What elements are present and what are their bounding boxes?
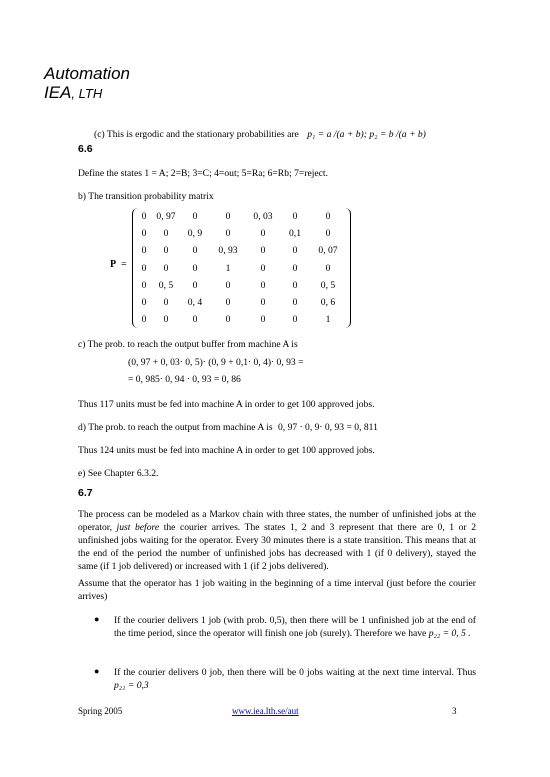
part-c-text: (c) This is ergodic and the stationary probabilities are	[94, 129, 299, 140]
matrix-cell: 0	[163, 245, 169, 257]
matrix-cell: 0	[260, 262, 266, 274]
bullet-2-equation: p₂₁ = 0,3	[114, 680, 149, 691]
para1-part-a: The process can be modeled as a Markov chain with three states, the number of unfinished jobs at the operator,	[78, 509, 476, 533]
transition-matrix	[110, 206, 360, 331]
bullet-point: ●	[94, 666, 100, 676]
matrix-cell: 0, 03	[253, 211, 273, 223]
bullet-1-equation: p₂₂ = 0, 5 .	[428, 628, 471, 639]
section-heading-6-6: 6.6	[78, 143, 93, 155]
matrix-cell: 0	[163, 297, 169, 309]
matrix-row	[136, 260, 346, 277]
matrix-cell: 0	[163, 228, 169, 240]
matrix-cell: 1	[225, 262, 231, 274]
header-org-name: IEA	[44, 83, 72, 102]
matrix-cell: 0	[292, 297, 298, 309]
matrix-table	[136, 208, 346, 328]
matrix-row	[136, 208, 346, 225]
matrix-cell: 0	[325, 211, 331, 223]
matrix-cell: 0	[192, 211, 198, 223]
matrix-cell: 0	[225, 228, 231, 240]
para1-emphasis: just before	[116, 522, 160, 533]
matrix-cell: 0	[141, 262, 147, 274]
matrix-cell: 0,1	[289, 228, 301, 240]
matrix-cell: 0, 5	[320, 279, 336, 291]
matrix-cell: 0	[163, 262, 169, 274]
section-67-paragraph-2: Assume that the operator has 1 job waiting in the beginning of a time interval (just before the courier arrives)	[78, 578, 476, 602]
matrix-row	[136, 242, 346, 259]
matrix-cell: 0	[292, 314, 298, 326]
footer-date: Spring 2005	[78, 706, 123, 716]
part-c-stationary	[94, 128, 494, 141]
matrix-cell: 0	[260, 297, 266, 309]
bullet-1-text: If the courier delivers 1 job (with prob. 0,5), then there will be 1 unfinished job at the end of the time period, since the operator will finish one job (surely). Therefore we have	[114, 615, 476, 639]
part-c-result: Thus 117 units must be fed into machine A in order to get 100 approved jobs.	[78, 399, 375, 410]
part-c-equation-2: = 0, 985⋅ 0, 94 ⋅ 0, 93 = 0, 86	[128, 374, 241, 385]
matrix-cell: 0	[163, 314, 169, 326]
matrix-cell: 0, 6	[320, 297, 336, 309]
bullet-item-2	[114, 666, 476, 692]
matrix-cell: 0	[141, 211, 147, 223]
matrix-cell: 0	[225, 211, 231, 223]
matrix-cell: 0, 5	[158, 279, 174, 291]
header-org	[44, 83, 130, 103]
matrix-cell: 0	[141, 314, 147, 326]
bullet-2-text: If the courier delivers 0 job, then there will be 0 jobs waiting at the next time interval. Thus	[114, 667, 476, 678]
matrix-cell: 1	[325, 314, 331, 326]
matrix-cell: 0, 4	[187, 297, 203, 309]
matrix-cell: 0	[260, 279, 266, 291]
section-heading-6-7: 6.7	[78, 487, 93, 499]
matrix-cell: 0	[260, 245, 266, 257]
define-states: Define the states 1 = A; 2=B; 3=C; 4=out; 5=Ra; 6=Rb; 7=reject.	[78, 168, 328, 179]
matrix-cell: 0	[325, 262, 331, 274]
matrix-cell: 0, 07	[318, 245, 338, 257]
bullet-point: ●	[94, 614, 100, 624]
matrix-cell: 0	[225, 297, 231, 309]
matrix-cell: 0	[141, 228, 147, 240]
matrix-cell: 0	[292, 262, 298, 274]
matrix-cell: 0	[225, 314, 231, 326]
matrix-cell: 0	[292, 245, 298, 257]
matrix-cell: 0	[225, 279, 231, 291]
matrix-cell: 0	[192, 262, 198, 274]
document-header	[44, 64, 130, 103]
matrix-cell: 0	[141, 297, 147, 309]
bullet-item-1	[114, 614, 476, 640]
matrix-equals: =	[121, 259, 127, 270]
matrix-cell: 0	[292, 211, 298, 223]
matrix-cell: 0	[292, 279, 298, 291]
matrix-cell: 0	[141, 279, 147, 291]
matrix-cell: 0, 97	[156, 211, 176, 223]
part-d-result: Thus 124 units must be fed into machine A in order to get 100 approved jobs.	[78, 445, 375, 456]
part-c-text-66: c) The prob. to reach the output buffer from machine A is	[78, 339, 298, 350]
header-title: Automation	[44, 64, 130, 83]
matrix-cell: 0	[192, 245, 198, 257]
part-d	[78, 421, 498, 434]
matrix-cell: 0	[260, 228, 266, 240]
matrix-row	[136, 277, 346, 294]
stationary-formula: p₁ = a /(a + b); p₂ = b /(a + b)	[307, 129, 426, 140]
matrix-cell: 0	[260, 314, 266, 326]
section-67-paragraph-1	[78, 508, 476, 573]
matrix-cell: 0	[192, 314, 198, 326]
matrix-cell: 0, 9	[187, 228, 203, 240]
part-c-equation-1: (0, 97 + 0, 03⋅ 0, 5)⋅ (0, 9 + 0,1⋅ 0, 4)⋅ 0, 93 =	[128, 357, 304, 368]
para1-part-b: the courier arrives. The states 1, 2 and 3 represent that there are 0, 1 or 2 unfinished jobs waiting for the operator. Every 30 minutes there is a state transition. This means that at the end of the period the number of unfinished jobs has decreased with 1 (if 0 delivery), stayed the same (if 1 job delivered) or increased with 1 (if 2 jobs delivered).	[78, 522, 476, 572]
part-b-label: b) The transition probability matrix	[78, 191, 214, 202]
footer-link-wrap	[232, 706, 299, 716]
footer-link[interactable]: www.iea.lth.se/aut	[232, 706, 299, 716]
part-d-text: d) The prob. to reach the output from machine A is	[78, 422, 273, 433]
matrix-row	[136, 294, 346, 311]
matrix-symbol: P	[110, 259, 117, 270]
part-e: e) See Chapter 6.3.2.	[78, 468, 159, 479]
matrix-cell: 0	[141, 245, 147, 257]
part-d-equation: 0, 97 ⋅ 0, 9⋅ 0, 93 = 0, 811	[278, 422, 378, 433]
matrix-cell: 0	[325, 228, 331, 240]
footer-page-number: 3	[452, 706, 457, 716]
matrix-cell: 0	[192, 279, 198, 291]
matrix-cell: 0, 93	[218, 245, 238, 257]
matrix-row	[136, 225, 346, 242]
matrix-row	[136, 311, 346, 328]
header-org-suffix: , LTH	[71, 86, 103, 101]
